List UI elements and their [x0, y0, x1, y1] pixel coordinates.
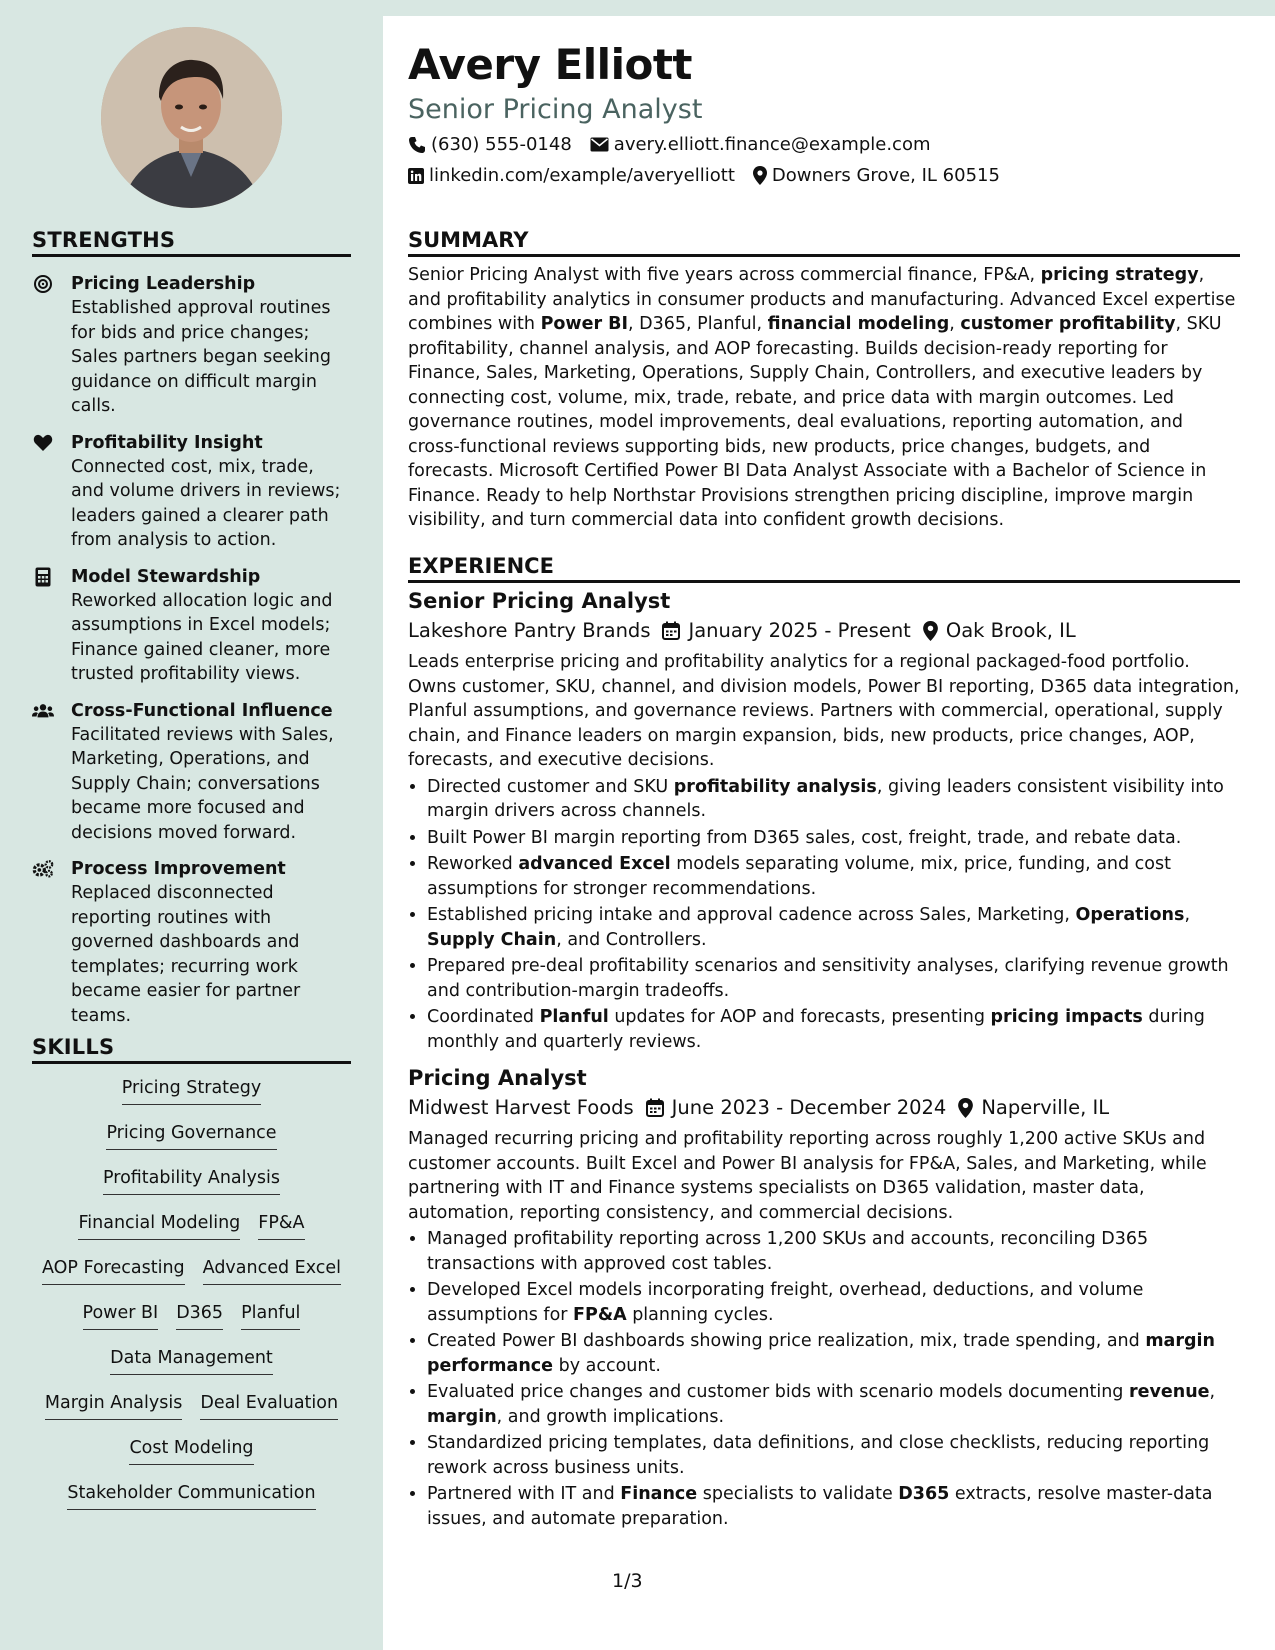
bold-keyword: FP&A [573, 1304, 627, 1325]
calendar-icon [662, 621, 680, 640]
job-title: Senior Pricing Analyst [408, 589, 671, 613]
job-summary: Managed recurring pricing and profitability reporting across roughly 1,200 active SKUs and customer accounts. Built Excel and Power BI analysis for FP&A, Sales, and Marketing, while partnering with IT and Finance systems specialists on D365 validation, master data, automation, reporting consistency, and commercial decisions. [408, 1129, 1207, 1223]
skill-tag: Planful [241, 1301, 300, 1330]
skill-tag: Advanced Excel [203, 1256, 341, 1285]
job-entry [408, 589, 1240, 1054]
candidate-role: Senior Pricing Analyst [408, 94, 703, 125]
summary-text: Senior Pricing Analyst with five years across commercial finance, FP&A, pricing strategy, and profitability analytics in consumer products and manufacturing. Advanced Excel expertise combines with Power BI, D365, Planful, financial modeling, customer profitability, SKU profitability, channel analysis, and AOP forecasting. Builds decision-ready reporting for Finance, Sales, Marketing, Operations, Supply Chain, Controllers, and executive leaders by connecting cost, volume, mix, trade, rebate, and price data with margin outcomes. Led governance routines, model improvements, deal evaluations, reporting automation, and cross-functional reviews supporting bids, new products, price changes, budgets, and forecasts. Microsoft Certified Power BI Data Analyst Associate with a Bachelor of Science in Finance. Ready to help Northstar Provisions strengthen pricing discipline, improve margin visibility, and turn commercial data into confident growth decisions. [408, 265, 1236, 530]
linkedin-text: linkedin.com/example/averyelliott [429, 165, 735, 186]
job-meta [408, 619, 1240, 642]
phone-contact[interactable] [408, 134, 572, 155]
skill-tag: Financial Modeling [78, 1211, 240, 1240]
bold-keyword: revenue [1128, 1382, 1210, 1402]
strength-title: Profitability Insight [71, 432, 263, 453]
job-dates [646, 1096, 947, 1119]
job-bullet: • Built Power BI margin reporting from D365 sales, cost, freight, trade, and rebate data. [427, 826, 1240, 851]
location-contact [753, 165, 1000, 186]
job-dates-text: June 2023 - December 2024 [671, 1096, 947, 1119]
contact-line-2 [408, 165, 1018, 186]
email-contact[interactable] [590, 134, 931, 155]
skill-tag: Profitability Analysis [103, 1166, 280, 1195]
bold-keyword: pricing strategy [1040, 265, 1199, 285]
calculator-icon [32, 566, 54, 588]
strength-title: Process Improvement [71, 859, 286, 879]
skill-tag: Pricing Strategy [122, 1076, 262, 1105]
map-pin-icon [958, 1098, 973, 1118]
envelope-icon [590, 137, 609, 152]
location-text: Downers Grove, IL 60515 [771, 165, 1000, 186]
bold-keyword: margin performance [427, 1331, 1215, 1376]
job-bullet: • Partnered with IT and Finance specialists to validate D365 extracts, resolve master-data issues, and automate preparation. [427, 1482, 1240, 1531]
job-bullets [408, 775, 1240, 1055]
skills-section [32, 1035, 351, 1526]
job-dates-text: January 2025 - Present [688, 619, 911, 642]
skill-tag: AOP Forecasting [42, 1256, 185, 1285]
company-name: Lakeshore Pantry Brands [408, 619, 651, 642]
calendar-icon [646, 1098, 664, 1117]
bold-keyword: Operations [1075, 905, 1185, 925]
job-bullet: • Evaluated price changes and customer bids with scenario models documenting revenue, margin, and growth implications. [427, 1380, 1240, 1429]
top-strip [383, 0, 1275, 16]
map-pin-icon [753, 166, 767, 185]
strength-desc: Established approval routines for bids and price changes; Sales partners began seeking guidance on difficult margin calls. [71, 298, 331, 416]
page-number: 1/3 [612, 1570, 643, 1592]
job-bullet: • Directed customer and SKU profitability analysis, giving leaders consistent visibility into margin drivers across channels. [427, 775, 1240, 824]
job-bullet: • Prepared pre-deal profitability scenarios and sensitivity analyses, clarifying revenue growth and contribution-margin tradeoffs. [427, 954, 1240, 1003]
skill-tag: Cost Modeling [129, 1436, 253, 1465]
job-title: Pricing Analyst [408, 1066, 587, 1090]
experience-heading: EXPERIENCE [408, 554, 1240, 583]
job-bullet: • Created Power BI dashboards showing price realization, mix, trade spending, and margin performance by account. [427, 1329, 1240, 1378]
job-bullet: • Standardized pricing templates, data definitions, and close checklists, reducing reporting rework across business units. [427, 1431, 1240, 1480]
bold-keyword: customer profitability [960, 314, 1176, 334]
gears-icon [32, 858, 54, 880]
job-location-text: Naperville, IL [981, 1096, 1110, 1119]
job-dates [662, 619, 910, 642]
heart-icon [32, 432, 54, 454]
strength-title: Model Stewardship [71, 566, 261, 587]
job-location [958, 1096, 1109, 1119]
strength-title: Cross-Functional Influence [71, 700, 333, 721]
avatar [101, 27, 282, 208]
experience-section [408, 554, 1240, 1533]
job-bullets [408, 1227, 1240, 1531]
strength-item [32, 565, 351, 687]
job-bullet: • Managed profitability reporting across 1,200 SKUs and accounts, reconciling D365 transactions with approved cost tables. [427, 1227, 1240, 1276]
skill-tag: Margin Analysis [45, 1391, 182, 1420]
bold-keyword: Power BI [540, 314, 629, 334]
strength-desc: Connected cost, mix, trade, and volume drivers in reviews; leaders gained a clearer path from analysis to action. [71, 456, 341, 550]
skill-tag: Deal Evaluation [200, 1391, 338, 1420]
summary-heading: SUMMARY [408, 228, 1240, 257]
bold-keyword: pricing impacts [990, 1007, 1143, 1027]
strength-item [32, 857, 351, 1028]
job-bullet: • Developed Excel models incorporating freight, overhead, deductions, and volume assumptions for FP&A planning cycles. [427, 1278, 1240, 1327]
skill-tag: FP&A [258, 1211, 304, 1240]
strength-desc: Replaced disconnected reporting routines with governed dashboards and templates; recurring work became easier for partner teams. [71, 883, 301, 1026]
bold-keyword: margin [427, 1406, 497, 1427]
bold-keyword: D365 [898, 1484, 950, 1504]
linkedin-contact[interactable] [408, 165, 735, 186]
company-name: Midwest Harvest Foods [408, 1096, 634, 1119]
skill-tag: D365 [176, 1301, 223, 1330]
phone-text: (630) 555-0148 [431, 134, 572, 155]
job-location-text: Oak Brook, IL [945, 619, 1076, 642]
bold-keyword: Supply Chain [427, 929, 557, 950]
skill-tag: Data Management [110, 1346, 273, 1375]
strengths-section [32, 228, 351, 1028]
bold-keyword: Planful [539, 1007, 609, 1027]
strength-desc: Facilitated reviews with Sales, Marketing, Operations, and Supply Chain; conversations became more focused and decisions moved forward. [71, 724, 334, 843]
strength-item [32, 699, 351, 846]
skills-heading: SKILLS [32, 1035, 351, 1064]
summary-section [408, 228, 1240, 533]
linkedin-icon [408, 168, 424, 184]
strength-item [32, 272, 351, 419]
job-bullet: • Established pricing intake and approval cadence across Sales, Marketing, Operations, Supply Chain, and Controllers. [427, 903, 1240, 952]
job-meta [408, 1096, 1240, 1119]
skills-list [32, 1076, 351, 1526]
strength-desc: Reworked allocation logic and assumptions in Excel models; Finance gained cleaner, more trusted profitability views. [71, 590, 333, 684]
bold-keyword: Finance [620, 1484, 698, 1504]
phone-icon [408, 136, 426, 154]
contact-line-1 [408, 134, 948, 155]
users-icon [32, 700, 54, 722]
job-bullet: • Reworked advanced Excel models separating volume, mix, price, funding, and cost assumptions for stronger recommendations. [427, 852, 1240, 901]
bold-keyword: financial modeling [767, 314, 950, 334]
job-entry [408, 1066, 1240, 1531]
skill-tag: Pricing Governance [106, 1121, 276, 1150]
email-text: avery.elliott.finance@example.com [613, 134, 931, 155]
bold-keyword: profitability analysis [673, 776, 877, 797]
strength-title: Pricing Leadership [71, 274, 256, 294]
skill-tag: Power BI [83, 1301, 159, 1330]
strength-item [32, 431, 351, 553]
skill-tag: Stakeholder Communication [67, 1481, 315, 1510]
candidate-name: Avery Elliott [408, 40, 692, 89]
job-summary: Leads enterprise pricing and profitability analytics for a regional packaged-food portfolio. Owns customer, SKU, channel, and division models, Power BI reporting, D365 data integration, Planful assumptions, and governance reviews. Partners with commercial, operational, supply chain, and Finance leaders on margin expansion, bids, new products, price changes, AOP, forecasts, and executive decisions. [408, 652, 1240, 770]
job-bullet: • Coordinated Planful updates for AOP and forecasts, presenting pricing impacts during monthly and quarterly reviews. [427, 1005, 1240, 1054]
strengths-heading: STRENGTHS [32, 228, 351, 257]
map-pin-icon [923, 621, 938, 641]
bold-keyword: advanced Excel [518, 854, 671, 874]
job-location [923, 619, 1076, 642]
target-icon [32, 273, 54, 295]
